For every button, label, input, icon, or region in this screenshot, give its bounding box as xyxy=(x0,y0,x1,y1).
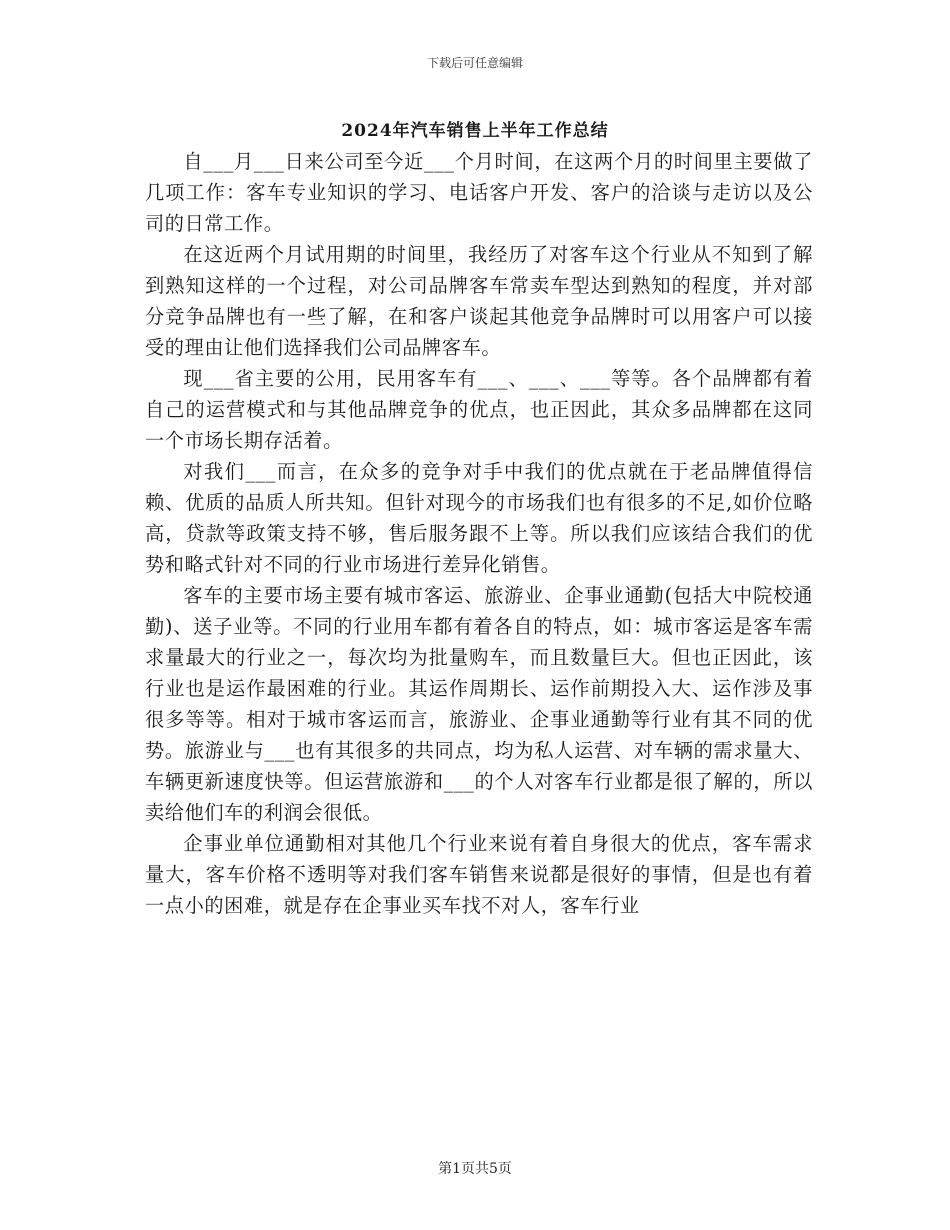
paragraph-5: 客车的主要市场主要有城市客运、旅游业、企事业通勤(包括大中院校通勤)、送子业等。不同的行业用车都有着各自的特点，如：城市客运是客车需求量最大的行业之一，每次均为批量购车，而且数量巨大。但也正因此，该行业也是运作最困难的行业。其运作周期长、运作前期投入大、运作涉及事很多等等。相对于城市客运而言，旅游业、企事业通勤等行业有其不同的优势。旅游业与___也有其很多的共同点，均为私人运营、对车辆的需求量大、车辆更新速度快等。但运营旅游和___的个人对客车行业都是很了解的，所以卖给他们车的利润会很低。 xyxy=(145,584,813,824)
page-header-note: 下载后可任意编辑 xyxy=(426,56,523,70)
paragraph-3: 现___省主要的公用，民用客车有___、___、___等等。各个品牌都有着自己的运营模式和与其他品牌竞争的优点，也正因此，其众多品牌都在这同一个市场长期存活着。 xyxy=(145,367,813,452)
paragraph-4: 对我们___而言，在众多的竞争对手中我们的优点就在于老品牌值得信赖、优质的品质人所共知。但针对现今的市场我们也有很多的不足,如价位略高，贷款等政策支持不够，售后服务跟不上等。所以我们应该结合我们的优势和略式针对不同的行业市场进行差异化销售。 xyxy=(145,460,813,576)
document-title: 2024年汽车销售上半年工作总结 xyxy=(341,121,609,141)
paragraph-2: 在这近两个月试用期的时间里，我经历了对客车这个行业从不知到了解到熟知这样的一个过程，对公司品牌客车常卖车型达到熟知的程度，并对部分竞争品牌也有一些了解，在和客户谈起其他竞争品牌时可以用客户可以接受的理由让他们选择我们公司品牌客车。 xyxy=(145,243,813,359)
page-indicator: 第1页共5页 xyxy=(438,1161,512,1177)
paragraph-1: 自___月___日来公司至今近___个月时间，在这两个月的时间里主要做了几项工作：客车专业知识的学习、电话客户开发、客户的洽谈与走访以及公司的日常工作。 xyxy=(145,150,813,235)
paragraph-6: 企事业单位通勤相对其他几个行业来说有着自身很大的优点，客车需求量大，客车价格不透明等对我们客车销售来说都是很好的事情，但是也有着一点小的困难，就是存在企事业买车找不对人，客车行业 xyxy=(145,832,813,917)
document-body xyxy=(145,146,813,921)
